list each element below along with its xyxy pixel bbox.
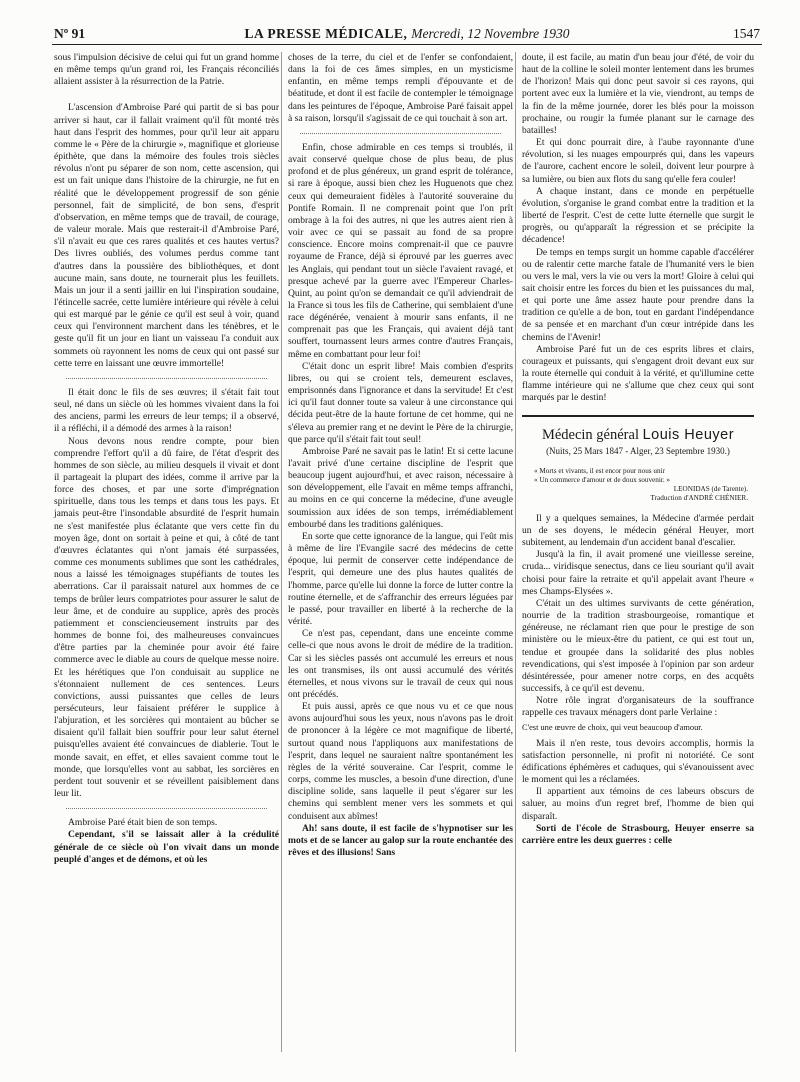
paragraph: En sorte que cette ignorance de la langue, qui l'eût mis à même de lire l'Evangile sacré des médecins de cette époque, lui permit de conserver cette indépendance de l'esprit, qui demeure une des plus hautes qualités de l'homme, parce qu'elle lui donne la force de lutter contre la routine éternelle, et de s'affranchir des erreurs léguées par le passé, pour travailler en liberté à la recherche de la vérité. xyxy=(288,530,513,628)
page-header xyxy=(54,22,760,44)
paragraph: Et qui donc pourrait dire, à l'aube rayonnante d'une révolution, si les nuages empourprés qui, dans les vapeurs de l'aurore, cachent encore le soleil, doivent leur pourpre à sa lumière, ou bien aux flots du sang qu'elle fera couler! xyxy=(522,137,754,185)
paragraph: Notre rôle ingrat d'organisateurs de la souffrance rappelle ces travaux ménagers dont parle Verlaine : xyxy=(522,695,754,719)
paragraph: Ce n'est pas, cependant, dans une enceinte comme celle-ci que nous avons le droit de médire de la tradition. Car si les siècles passés ont accumulé les erreurs et nous les ont transmises, ils ont aussi accumulé des vérités éternelles, et nous vivons sur le travail de ceux qui nous ont précédés. xyxy=(288,628,513,700)
verse-quote: C'est une œuvre de choix, qui veut beaucoup d'amour. xyxy=(522,722,703,732)
paragraph: C'était donc un esprit libre! Mais combien d'esprits libres, ou qui se croient tels, demeurent esclaves, emprisonnés dans l'ignorance et dans la servitude! Et c'est ici qu'il faut donner toute sa valeur à une circonstance qui décida peut-être de la haute fortune de cet homme, qui ne s'éleva au premier rang et ne devint le Père de la chirurgie, que parce qu'il s'était fait tout seul! xyxy=(288,360,513,445)
column-divider xyxy=(515,52,516,1052)
epigraph-author: LEONIDAS (de Tarente). xyxy=(673,484,748,493)
epigraph-line: « Morts et vivants, il est encor pour nous unir xyxy=(534,466,665,475)
paragraph: sous l'impulsion décisive de celui qui fut un grand homme en même temps qu'un grand roi, les Français réconciliés allaient assister à la résurrection de la Patrie. xyxy=(54,52,279,88)
dotted-separator xyxy=(300,133,501,135)
paragraph: Nous devons nous rendre compte, pour bien comprendre l'effort qu'il a dû faire, de l'état d'esprit des hommes de son siècle, au milieu desquels il vivait et dont il partageait la plupart des idées, comme il arrive par la force des choses, et par une sorte d'imprégnation spirituelle, dans tous les temps et dans tous les pays. Et jamais peut-être l'insondable absurdité de l'esprit humain ne s'est manifestée plus éclatante que vers cette fin du moyen âge, dont on sortait à peine et qui, à côté de tant d'œuvres éclatantes qui n'ont jamais été surpassées, comme ces monuments sublimes que sont les cathédrales, nous a laissé les témoignages stupéfiants de toutes les aberrations. Car il paraissait naturel aux hommes de ce temps de brûler leurs compatriotes pour assurer le salut de leur âme, et de conduire au supplice, après des procès patiemment et consciencieusement instruits par des hommes de bonne foi, des malheureuses convaincues d'être parties par la cheminée pour avoir été faire commerce avec le diable au cours de quelque messe noire. Et les hérétiques que l'on conduisait au supplice ne s'étonnaient nullement de ces sentences. Leurs convictions, aussi puissantes que celles de leurs persécuteurs, leur faisaient préférer le supplice à l'abjuration, et les sorcières qui montaient au bûcher se disaient qu'il fallait bien souffrir pour leur salut éternel puisqu'elles avaient été convaincues de diablerie. Tout le monde savait, en effet, et elles savaient comme tout le monde, que lorsqu'elles vont au sabbat, les sorcières en perdent tout souvenir et se réveillent paisiblement dans leur lit. xyxy=(54,435,279,800)
epigraph-line: « Un commerce d'amour et de doux souvenir. » xyxy=(534,475,671,484)
dotted-separator xyxy=(66,378,267,380)
column-3 xyxy=(522,52,754,847)
paragraph: Mais il n'en reste, tous devoirs accomplis, hormis la satisfaction personnelle, ni profit ni notoriété. Ce sont édifications éphémères et caduques, qui s'évanouissent avec le moment qui les a réclamées. xyxy=(522,737,754,786)
paragraph: doute, il est facile, au matin d'un beau jour d'été, de voir du haut de la colline le soleil monter lentement dans les brumes de l'horizon! Mais qui donc peut savoir si ces rayons, qui portent avec eux la lumière et la vie, viendront, au temps de la fin de la même journée, dorer les blés pour la moisson prochaine, ou rougir la fumée planant sur le carnage des batailles! xyxy=(522,52,754,136)
paragraph: Et puis aussi, après ce que nous vu et ce que nous avons aujourd'hui sous les yeux, nous n'avons pas le droit de prononcer à la légère ce mot magnifique de liberté, surtout quand nous l'appliquons aux manifestations de l'esprit, dans lequel ne sauraient naître spontanément les règles de la vérité souveraine. Car l'esprit, comme le corps, comme les muscles, a besoin d'une direction, d'une discipline solide, sans laquelle il peut s'égarer sur les chemins qui semblent mener vers les sommets et qui conduisent aux abîmes! xyxy=(288,701,513,822)
epigraph xyxy=(534,467,748,503)
column-2 xyxy=(288,52,513,859)
paragraph: A chaque instant, dans ce monde en perpétuelle évolution, s'organise le grand combat entre la tradition et la liberté de l'esprit. C'est de cette lutte éternelle que surgit le progrès, ou qu'apparaît la régression et se précipite la décadence! xyxy=(522,185,754,246)
obituary-name: Louis Heuyer xyxy=(642,426,735,443)
paragraph: Jusqu'à la fin, il avait promené une vieillesse sereine, cruda... viridisque senectus, dans ce lieu souriant qu'il avait choisi pour faire la retraite et qu'il appelait avant l'heure « mes Champs-Elysées ». xyxy=(522,549,754,597)
paragraph: Enfin, chose admirable en ces temps si troublés, il avait conservé quelque chose de plus beau, de plus profond et de plus généreux, un grand esprit de tolérance, si rare à époque, aussi bien chez les Huguenots que chez ceux qui demeuraient fidèles à l'autorité souveraine du Pontife Romain. Il ne comprenait point que l'on prît ombrage à la foi des autres, ni que les autres aient rien à voir avec ce qui se passait au fond de sa propre conscience. Encore moins comprenait-il que ce pauvre royaume de France, déjà si éprouvé par les guerres avec les Anglais, qui pendant tout un siècle l'avaient ravagé, et presque achevé par la guerre avec l'Empereur Charles-Quint, au point qu'on se demandait ce qu'il adviendrait de la France si tous les fils de Catherine, qui semblaient d'une race dégénérée, venaient à mourir sans enfants, il ne comprenait pas que les Français, qui avaient déjà tant souffert, tournassent leurs armes contre d'autres Français, même en combattant pour leur foi! xyxy=(288,141,513,360)
paragraph: Ah! sans doute, il est facile de s'hypnotiser sur les mots et de se lancer au galop sur la route enchantée des rêves et des illusions! Sans xyxy=(288,822,513,858)
paragraph: Ambroise Paré était bien de son temps. xyxy=(68,817,218,829)
header-rule xyxy=(52,44,762,45)
paragraph: Il y a quelques semaines, la Médecine d'armée perdait un de ses doyens, le médecin général Heuyer, mort subitement, au lendemain d'un accident banal d'escalier. xyxy=(522,512,754,549)
dotted-separator xyxy=(66,808,267,810)
column-1 xyxy=(54,52,279,866)
page-number: 1547 xyxy=(733,26,760,41)
paragraph: Il était donc le fils de ses œuvres; il s'était fait tout seul, né dans un siècle où les hommes vivaient dans la foi des anciens, parmi les erreurs de leur temps; il a observé, il a réfléchi, il a démodé des armes à la raison! xyxy=(54,386,279,435)
paragraph: Ambroise Paré ne savait pas le latin! Et si cette lacune l'avait privé d'une certaine discipline de l'esprit que beaucoup jugent aujourd'hui, et avec raison, nécessaire à son développement, elle l'avait en même temps affranchi, au moins en ce qui concerne la médecine, d'une aveugle soumission aux idées de son temps, irrémédiablement embourbé dans les traditions galéniques. xyxy=(288,445,513,530)
paragraph: Il appartient aux témoins de ces labeurs obscurs de saluer, au moins d'un regret bref, l'homme de bien qui disparaît. xyxy=(522,786,754,822)
column-divider xyxy=(281,52,282,1052)
paragraph: Sorti de l'école de Strasbourg, Heuyer enserre sa carrière entre les deux guerres : celle xyxy=(522,822,754,846)
issue-date: Mercredi, 12 Novembre 1930 xyxy=(411,26,570,41)
paragraph: L'ascension d'Ambroise Paré qui partit de si bas pour arriver si haut, car il fallait vraiment qu'il fût monté très haut dans l'esprit des hommes, pour qu'il leur ait apparu comme le « Père de la chirurgie », magnifique et glorieuse épithète, que dans la mémoire des foules trois siècles révolus n'ont pu séparer de son nom, cette ascension, qui est un fait unique dans l'histoire de la chirurgie, ne fut en réalité que le développement progressif de son génie personnel, fait de simplicité, de bon sens, d'esprit d'observation, en même temps que de travail, de courage, de valeur morale. Mais que resterait-il d'Ambroise Paré, s'il n'avait eu que ces rares qualités et ces hautes vertus? Des livres oubliés, des volumes perdus comme tant d'autres dans la poussière des bibliothèques, et dont aucune main, sans doute, ne tournerait plus les feuillets. Mais un jour il a senti jaillir en lui l'inspiration soudaine, l'étincelle sacrée, cette lumière intérieure qui révèle à celui qui est marqué par le génie ce qu'il est seul à voir, quand ceux qui l'environnent marchent dans les ténèbres, et le geste qu'il fit un jour en liant un vaisseau l'a conduit aux sommets où rayonnent les noms de ceux qui ont passé sur cette terre en laissant une œuvre immortelle! xyxy=(54,102,279,369)
paragraph: Ambroise Paré fut un de ces esprits libres et clairs, courageux et puissants, qui s'engagent droit devant eux sur la route éternelle qui conduit à la vérité, et qu'illumine cette flamme intérieure qui ne s'allume que chez ceux qui sont marqués par le destin! xyxy=(522,343,754,404)
journal-title: LA PRESSE MÉDICALE, Mercredi, 12 Novembre 1930 xyxy=(244,26,570,41)
epigraph-translation: Traduction d'ANDRÉ CHÉNIER. xyxy=(650,493,748,502)
issue-number: Nº 91 xyxy=(54,26,86,41)
obituary-title: Médecin général Louis Heuyer xyxy=(541,426,735,443)
paragraph: choses de la terre, du ciel et de l'enfer se confondaient, dans la foi de ces âmes simples, en un mysticisme enfantin, en même temps rempli d'épouvante et de béatitude, et dont il est facile de contempler le témoignage dans les peintures de l'époque, Ambroise Paré faisait appel à sa raison, lorsqu'il s'agissait de ce qui touchait à son art. xyxy=(288,52,513,124)
obituary-dates: (Nuits, 25 Mars 1847 - Alger, 23 Septembre 1930.) xyxy=(546,445,730,456)
paragraph: Cependant, s'il se laissait aller à la crédulité générale de ce siècle où l'on vivait dans un monde peuplé d'anges et de démons, et où les xyxy=(54,829,279,865)
paragraph: C'était un des ultimes survivants de cette génération, nourrie de la tradition strasbourgeoise, romantique et généreuse, ne réclamant rien que pour le prestige de son ministère ou le mieux-être du patient, ce qui est tout un, tendue et groupée dans la solidarité des plus nobles revendications, qui s'est imposée à l'opinion par son ardeur désintéressée, pour amener notre corps, en des acquêts successifs, à ce qu'il est devenu. xyxy=(522,597,754,695)
paragraph: De temps en temps surgit un homme capable d'accélérer ou de ralentir cette marche fatale de l'humanité vers le bien ou vers le mal, vers la vie ou vers la mort! Gloire à celui qui sait choisir entre les forces du bien et les puissances du mal, et qui porte une âme assez haute pour prendre dans la tradition ce qu'elle a de bon, tout en gardant l'indépendance de sa pensée et en marchant d'un cœur intrépide dans les chemins de l'Avenir! xyxy=(522,246,754,343)
section-rule xyxy=(522,415,754,417)
